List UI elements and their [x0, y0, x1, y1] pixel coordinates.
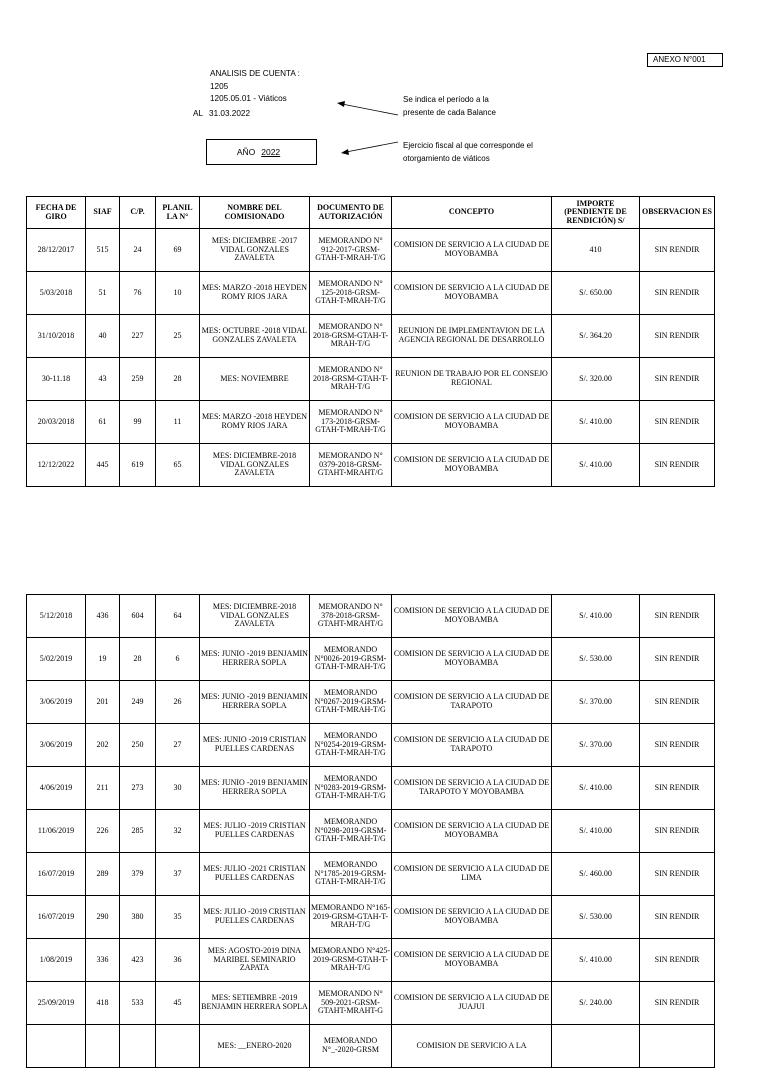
table-row	[27, 853, 715, 896]
importe-cell: S/. 650.00	[552, 272, 640, 315]
importe-cell: 410	[552, 229, 640, 272]
al-label: AL	[193, 109, 204, 118]
documento-cell: MEMORANDO N°0267-2019-GRSM-GTAH-T-MRAH-T/G	[310, 681, 392, 724]
cp-cell: 99	[120, 401, 156, 444]
importe-cell: S/. 240.00	[552, 982, 640, 1025]
observaciones-cell: SIN RENDIR	[640, 767, 715, 810]
cp-cell: 273	[120, 767, 156, 810]
siaf-cell: 290	[86, 896, 120, 939]
concepto-cell: COMISION DE SERVICIO A LA CIUDAD DE MOYOBAMBA	[392, 272, 552, 315]
siaf-cell: 336	[86, 939, 120, 982]
planilla-cell: 25	[156, 315, 200, 358]
table-row	[27, 272, 715, 315]
cp-cell: 249	[120, 681, 156, 724]
concepto-cell: COMISION DE SERVICIO A LA CIUDAD DE TARAPOTO	[392, 724, 552, 767]
nombre-cell: MES: NOVIEMBRE	[200, 358, 310, 401]
planilla-cell: 27	[156, 724, 200, 767]
fecha-cell: 28/12/2017	[27, 229, 86, 272]
table-row	[27, 982, 715, 1025]
col-observaciones: OBSERVACION ES	[640, 197, 715, 229]
planilla-cell	[156, 1025, 200, 1068]
account-title: ANALISIS DE CUENTA :	[210, 69, 300, 78]
cp-cell: 24	[120, 229, 156, 272]
siaf-cell: 211	[86, 767, 120, 810]
siaf-cell: 43	[86, 358, 120, 401]
nombre-cell: MES: DICIEMBRE-2018 VIDAL GONZALES ZAVALETA	[200, 595, 310, 638]
nombre-cell: MES: MARZO -2018 HEYDEN ROMY RIOS JARA	[200, 272, 310, 315]
observaciones-cell	[640, 1025, 715, 1068]
siaf-cell: 51	[86, 272, 120, 315]
observaciones-cell: SIN RENDIR	[640, 595, 715, 638]
col-concepto: CONCEPTO	[392, 197, 552, 229]
cp-cell	[120, 1025, 156, 1068]
planilla-cell: 10	[156, 272, 200, 315]
nombre-cell: MES: JUNIO -2019 BENJAMIN HERRERA SOPLA	[200, 638, 310, 681]
observaciones-cell: SIN RENDIR	[640, 638, 715, 681]
fecha-cell: 16/07/2019	[27, 853, 86, 896]
nombre-cell: MES: DICIEMBRE-2018 VIDAL GONZALES ZAVALETA	[200, 444, 310, 487]
concepto-cell: COMISION DE SERVICIO A LA CIUDAD DE JUAJUI	[392, 982, 552, 1025]
documento-cell: MEMORANDO N° 912-2017-GRSM-GTAH-T-MRAH-T/G	[310, 229, 392, 272]
observaciones-cell: SIN RENDIR	[640, 982, 715, 1025]
year-note-line1: Ejercicio fiscal al que corresponde el	[403, 141, 533, 150]
planilla-cell: 37	[156, 853, 200, 896]
planilla-cell: 36	[156, 939, 200, 982]
siaf-cell	[86, 1025, 120, 1068]
fecha-cell: 5/03/2018	[27, 272, 86, 315]
cp-cell: 604	[120, 595, 156, 638]
documento-cell: MEMORANDO N° 2018-GRSM-GTAH-T-MRAH-T/G	[310, 358, 392, 401]
planilla-cell: 32	[156, 810, 200, 853]
concepto-cell: REUNION DE TRABAJO POR EL CONSEJO REGIONAL	[392, 358, 552, 401]
siaf-cell: 202	[86, 724, 120, 767]
cp-cell: 379	[120, 853, 156, 896]
cp-cell: 423	[120, 939, 156, 982]
viaticos-table-1	[26, 196, 715, 487]
importe-cell: S/. 370.00	[552, 724, 640, 767]
cp-cell: 250	[120, 724, 156, 767]
fecha-cell: 20/03/2018	[27, 401, 86, 444]
table-row	[27, 315, 715, 358]
observaciones-cell: SIN RENDIR	[640, 401, 715, 444]
observaciones-cell: SIN RENDIR	[640, 724, 715, 767]
nombre-cell: MES: JULIO -2019 CRISTIAN PUELLES CARDENAS	[200, 810, 310, 853]
table-row	[27, 896, 715, 939]
documento-cell: MEMORANDO N° 173-2018-GRSM-GTAH-T-MRAH-T/G	[310, 401, 392, 444]
nombre-cell: MES: __ENERO-2020	[200, 1025, 310, 1068]
col-importe: IMPORTE (PENDIENTE DE RENDICIÓN) S/	[552, 197, 640, 229]
table-row	[27, 358, 715, 401]
importe-cell: S/. 410.00	[552, 401, 640, 444]
siaf-cell: 445	[86, 444, 120, 487]
documento-cell: MEMORANDO N° 2018-GRSM-GTAH-T-MRAH-T/G	[310, 315, 392, 358]
siaf-cell: 418	[86, 982, 120, 1025]
observaciones-cell: SIN RENDIR	[640, 358, 715, 401]
planilla-cell: 69	[156, 229, 200, 272]
viaticos-table-2	[26, 594, 715, 1068]
concepto-cell: COMISION DE SERVICIO A LA CIUDAD DE MOYOBAMBA	[392, 401, 552, 444]
concepto-cell: COMISION DE SERVICIO A LA CIUDAD DE TARAPOTO Y MOYOBAMBA	[392, 767, 552, 810]
annotation-arrows	[0, 0, 768, 200]
year-value: 2022	[261, 147, 281, 157]
observaciones-cell: SIN RENDIR	[640, 315, 715, 358]
documento-cell: MEMORANDO N°0254-2019-GRSM-GTAH-T-MRAH-T/G	[310, 724, 392, 767]
siaf-cell: 61	[86, 401, 120, 444]
importe-cell	[552, 1025, 640, 1068]
table-row	[27, 767, 715, 810]
observaciones-cell: SIN RENDIR	[640, 896, 715, 939]
planilla-cell: 35	[156, 896, 200, 939]
col-documento: DOCUMENTO DE AUTORIZACIÓN	[310, 197, 392, 229]
table-row	[27, 595, 715, 638]
table-row	[27, 1025, 715, 1068]
planilla-cell: 26	[156, 681, 200, 724]
importe-cell: S/. 530.00	[552, 896, 640, 939]
fecha-cell	[27, 1025, 86, 1068]
period-note-line1: Se indica el período a la	[403, 95, 489, 104]
concepto-cell: COMISION DE SERVICIO A LA CIUDAD DE MOYOBAMBA	[392, 595, 552, 638]
documento-cell: MEMORANDO N° 378-2018-GRSM-GTAHT-MRAHT/G	[310, 595, 392, 638]
planilla-cell: 28	[156, 358, 200, 401]
importe-cell: S/. 460.00	[552, 853, 640, 896]
siaf-cell: 19	[86, 638, 120, 681]
concepto-cell: COMISION DE SERVICIO A LA CIUDAD DE MOYOBAMBA	[392, 896, 552, 939]
planilla-cell: 64	[156, 595, 200, 638]
fecha-cell: 3/06/2019	[27, 681, 86, 724]
cp-cell: 285	[120, 810, 156, 853]
importe-cell: S/. 410.00	[552, 939, 640, 982]
documento-cell: MEMORANDO N°165-2019-GRSM-GTAH-T-MRAH-T/G	[310, 896, 392, 939]
documento-cell: MEMORANDO N°1785-2019-GRSM-GTAH-T-MRAH-T/G	[310, 853, 392, 896]
period-arrow-icon	[337, 101, 398, 115]
planilla-cell: 11	[156, 401, 200, 444]
fecha-cell: 31/10/2018	[27, 315, 86, 358]
documento-cell: MEMORANDO N°0283-2019-GRSM-GTAH-T-MRAH-T/G	[310, 767, 392, 810]
importe-cell: S/. 410.00	[552, 444, 640, 487]
concepto-cell: COMISION DE SERVICIO A LA	[392, 1025, 552, 1068]
year-label: AÑO	[236, 147, 256, 157]
documento-cell: MEMORANDO N° 125-2018-GRSM-GTAH-T-MRAH-T/G	[310, 272, 392, 315]
table-row	[27, 638, 715, 681]
planilla-cell: 30	[156, 767, 200, 810]
cp-cell: 533	[120, 982, 156, 1025]
fecha-cell: 4/06/2019	[27, 767, 86, 810]
annex-label: ANEXO N°001	[647, 53, 723, 67]
siaf-cell: 436	[86, 595, 120, 638]
observaciones-cell: SIN RENDIR	[640, 853, 715, 896]
importe-cell: S/. 410.00	[552, 595, 640, 638]
cp-cell: 380	[120, 896, 156, 939]
nombre-cell: MES: MARZO -2018 HEYDEN ROMY RIOS JARA	[200, 401, 310, 444]
fecha-cell: 3/06/2019	[27, 724, 86, 767]
account-number: 1205	[210, 81, 229, 91]
cp-cell: 227	[120, 315, 156, 358]
col-planilla: PLANIL LA N°	[156, 197, 200, 229]
documento-cell: MEMORANDO N°425-2019-GRSM-GTAH-T-MRAH-T/G	[310, 939, 392, 982]
importe-cell: S/. 530.00	[552, 638, 640, 681]
fecha-cell: 25/09/2019	[27, 982, 86, 1025]
concepto-cell: COMISION DE SERVICIO A LA CIUDAD DE MOYOBAMBA	[392, 444, 552, 487]
col-cp: C/P.	[120, 197, 156, 229]
documento-cell: MEMORANDO N°0026-2019-GRSM-GTAH-T-MRAH-T/G	[310, 638, 392, 681]
nombre-cell: MES: JUNIO -2019 BENJAMIN HERRERA SOPLA	[200, 767, 310, 810]
nombre-cell: MES: SETIEMBRE -2019 BENJAMIN HERRERA SOPLA	[200, 982, 310, 1025]
siaf-cell: 40	[86, 315, 120, 358]
fecha-cell: 5/12/2018	[27, 595, 86, 638]
planilla-cell: 65	[156, 444, 200, 487]
fecha-cell: 5/02/2019	[27, 638, 86, 681]
importe-cell: S/. 364.20	[552, 315, 640, 358]
concepto-cell: COMISION DE SERVICIO A LA CIUDAD DE TARAPOTO	[392, 681, 552, 724]
documento-cell: MEMORANDO N°0298-2019-GRSM-GTAH-T-MRAH-T/G	[310, 810, 392, 853]
year-arrow-icon	[341, 142, 398, 155]
table-row	[27, 401, 715, 444]
concepto-cell: COMISION DE SERVICIO A LA CIUDAD DE MOYOBAMBA	[392, 229, 552, 272]
concepto-cell: REUNION DE IMPLEMENTAVION DE LA AGENCIA REGIONAL DE DESARROLLO	[392, 315, 552, 358]
cp-cell: 619	[120, 444, 156, 487]
observaciones-cell: SIN RENDIR	[640, 939, 715, 982]
col-fecha: FECHA DE GIRO	[27, 197, 86, 229]
observaciones-cell: SIN RENDIR	[640, 272, 715, 315]
observaciones-cell: SIN RENDIR	[640, 444, 715, 487]
cp-cell: 259	[120, 358, 156, 401]
table-row	[27, 444, 715, 487]
fecha-cell: 30-11.18	[27, 358, 86, 401]
col-siaf: SIAF	[86, 197, 120, 229]
concepto-cell: COMISION DE SERVICIO A LA CIUDAD DE MOYOBAMBA	[392, 810, 552, 853]
planilla-cell: 6	[156, 638, 200, 681]
nombre-cell: MES: JUNIO -2019 BENJAMIN HERRERA SOPLA	[200, 681, 310, 724]
table-row	[27, 229, 715, 272]
observaciones-cell: SIN RENDIR	[640, 229, 715, 272]
cp-cell: 28	[120, 638, 156, 681]
nombre-cell: MES: AGOSTO-2019 DINA MARIBEL SEMINARIO ZAPATA	[200, 939, 310, 982]
fecha-cell: 11/06/2019	[27, 810, 86, 853]
concepto-cell: COMISION DE SERVICIO A LA CIUDAD DE MOYOBAMBA	[392, 939, 552, 982]
fecha-cell: 16/07/2019	[27, 896, 86, 939]
observaciones-cell: SIN RENDIR	[640, 810, 715, 853]
subaccount: 1205.05.01 - Viáticos	[210, 94, 287, 103]
nombre-cell: MES: JUNIO -2019 CRISTIAN PUELLES CARDENAS	[200, 724, 310, 767]
table-row	[27, 724, 715, 767]
nombre-cell: MES: OCTUBRE -2018 VIDAL GONZALES ZAVALETA	[200, 315, 310, 358]
table-row	[27, 939, 715, 982]
observaciones-cell: SIN RENDIR	[640, 681, 715, 724]
period-note-line2: presente de cada Balance	[403, 108, 496, 117]
importe-cell: S/. 410.00	[552, 810, 640, 853]
siaf-cell: 515	[86, 229, 120, 272]
nombre-cell: MES: JULIO -2021 CRISTIAN PUELLES CARDENAS	[200, 853, 310, 896]
siaf-cell: 226	[86, 810, 120, 853]
importe-cell: S/. 320.00	[552, 358, 640, 401]
siaf-cell: 201	[86, 681, 120, 724]
table-row	[27, 810, 715, 853]
col-nombre: NOMBRE DEL COMISIONADO	[200, 197, 310, 229]
siaf-cell: 289	[86, 853, 120, 896]
concepto-cell: COMISION DE SERVICIO A LA CIUDAD DE LIMA	[392, 853, 552, 896]
fecha-cell: 1/08/2019	[27, 939, 86, 982]
nombre-cell: MES: DICIEMBRE -2017 VIDAL GONZALES ZAVALETA	[200, 229, 310, 272]
table-header-row	[27, 197, 715, 229]
planilla-cell: 45	[156, 982, 200, 1025]
documento-cell: MEMORANDO N° 0379-2018-GRSM-GTAHT-MRAHT/G	[310, 444, 392, 487]
fecha-cell: 12/12/2022	[27, 444, 86, 487]
importe-cell: S/. 410.00	[552, 767, 640, 810]
table-row	[27, 681, 715, 724]
concepto-cell: COMISION DE SERVICIO A LA CIUDAD DE MOYOBAMBA	[392, 638, 552, 681]
cp-cell: 76	[120, 272, 156, 315]
year-note-line2: otorgamiento de viáticos	[403, 154, 490, 163]
importe-cell: S/. 370.00	[552, 681, 640, 724]
nombre-cell: MES: JULIO -2019 CRISTIAN PUELLES CARDENAS	[200, 896, 310, 939]
balance-date-value: 31.03.2022	[209, 109, 250, 118]
documento-cell: MEMORANDO N°_-2020-GRSM	[310, 1025, 392, 1068]
documento-cell: MEMORANDO N° 509-2021-GRSM-GTAHT-MRAHT-G	[310, 982, 392, 1025]
